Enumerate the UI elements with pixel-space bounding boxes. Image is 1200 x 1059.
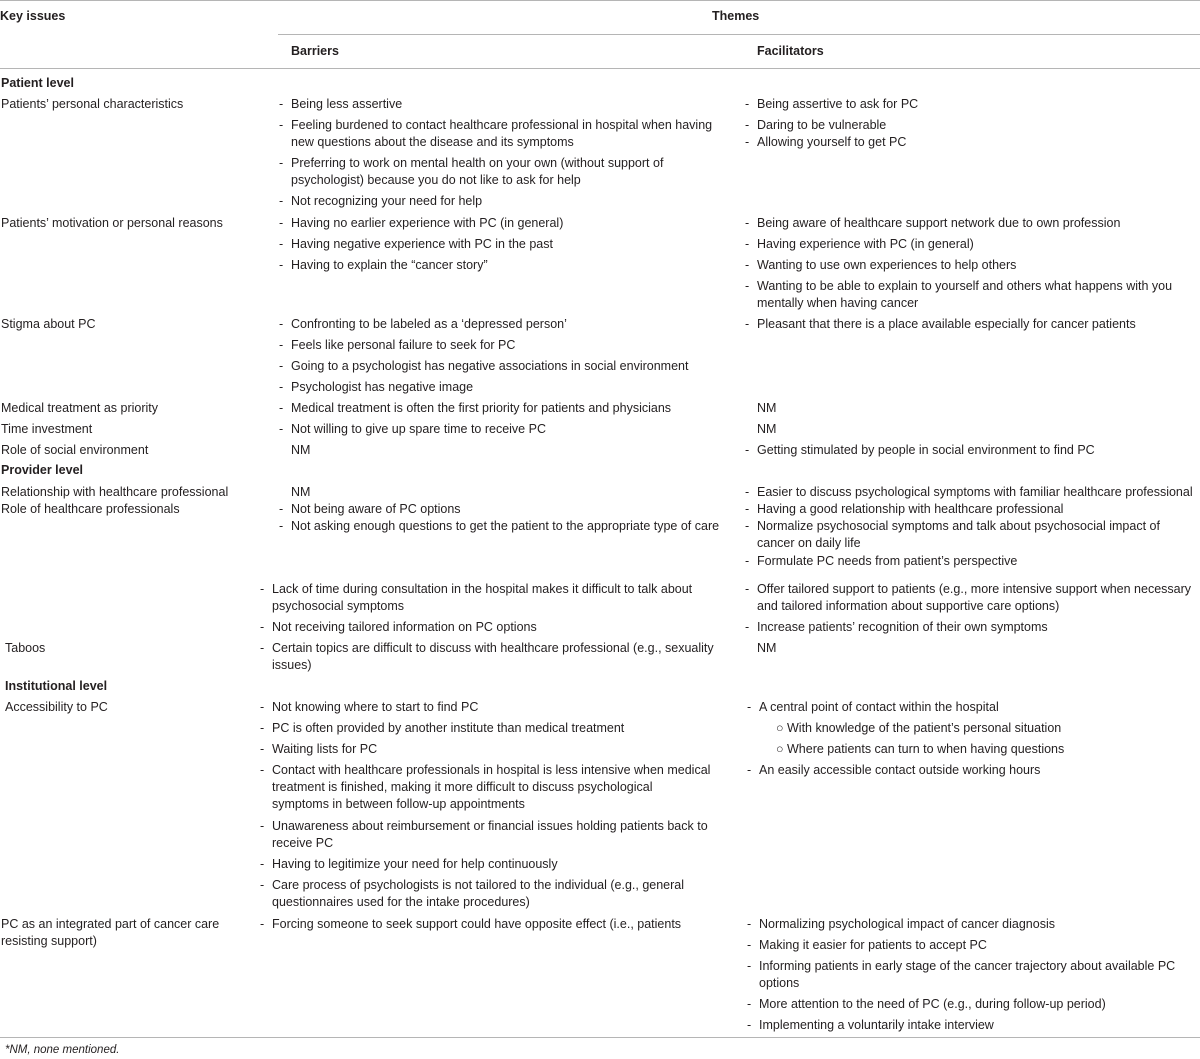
barrier-bullet: - [260,721,265,735]
barrier-item: Waiting lists for PC [272,742,378,756]
facilitator-item: Being aware of healthcare support network due to own profession [757,216,1121,230]
barrier-item: Care process of psychologists is not tailored to the individual (e.g., general [272,878,685,892]
facilitator-item: mentally when having cancer [757,296,919,310]
barrier-item: Medical treatment is often the first priority for patients and physicians [291,401,672,415]
barrier-bullet: - [279,502,284,516]
issue-label: Stigma about PC [1,317,96,331]
facilitator-item: Pleasant that there is a place available especially for cancer patients [757,317,1136,331]
facilitator-item: Offer tailored support to patients (e.g., more intensive support when necessary [757,582,1192,596]
barrier-item: psychologist) because you do not like to ask for help [291,173,581,187]
barrier-item: Going to a psychologist has negative associations in social environment [291,359,689,373]
facilitator-bullet: - [745,502,750,516]
barrier-item: psychosocial symptoms [272,599,404,613]
barrier-item: Having negative experience with PC in the past [291,237,553,251]
facilitator-bullet: - [745,97,750,111]
barrier-item: Feeling burdened to contact healthcare professional in hospital when having [291,118,713,132]
facilitator-item: Making it easier for patients to accept PC [759,938,987,952]
facilitator-item: Formulate PC needs from patient’s perspective [757,554,1018,568]
issue-label: Role of social environment [1,443,149,457]
facilitator-item: Informing patients in early stage of the cancer trajectory about available PC [759,959,1176,973]
table-top-rule [0,0,1200,1]
issue-label: Accessibility to PC [5,700,108,714]
barrier-item: Not asking enough questions to get the patient to the appropriate type of care [291,519,720,533]
issue-label: Relationship with healthcare professional [1,485,229,499]
facilitator-subitem: With knowledge of the patient’s personal situation [787,721,1062,735]
facilitator-item: Easier to discuss psychological symptoms with familiar healthcare professional [757,485,1193,499]
issue-label: Patients’ personal characteristics [1,97,184,111]
issue-label: Role of healthcare professionals [1,502,180,516]
facilitator-bullet: - [745,258,750,272]
barrier-item: Confronting to be labeled as a ‘depressed person’ [291,317,567,331]
facilitator-item: Having a good relationship with healthcare professional [757,502,1064,516]
facilitator-nm: NM [757,641,777,655]
barrier-item: Preferring to work on mental health on your own (without support of [291,156,664,170]
barrier-item: Forcing someone to seek support could have opposite effect (i.e., patients [272,917,682,931]
facilitator-item: Implementing a voluntarily intake interview [759,1018,994,1032]
themes-under-rule [278,34,1200,35]
facilitator-item: Wanting to use own experiences to help others [757,258,1017,272]
barrier-item: Not willing to give up spare time to receive PC [291,422,546,436]
barrier-item: Unawareness about reimbursement or financial issues holding patients back to [272,819,708,833]
facilitator-bullet: - [745,237,750,251]
issue-label: Time investment [1,422,93,436]
facilitator-item: Normalizing psychological impact of cancer diagnosis [759,917,1055,931]
barrier-bullet: - [260,582,265,596]
facilitator-bullet: - [745,554,750,568]
facilitator-item: Being assertive to ask for PC [757,97,919,111]
barrier-bullet: - [260,819,265,833]
barrier-item: questionnaires used for the intake procedures) [272,895,530,909]
barrier-item: Having to legitimize your need for help continuously [272,857,558,871]
barrier-bullet: - [279,156,284,170]
barrier-nm: NM [291,443,311,457]
barrier-item: Having to explain the “cancer story” [291,258,488,272]
facilitator-item: An easily accessible contact outside working hours [759,763,1041,777]
facilitator-bullet: - [747,700,752,714]
issue-label: PC as an integrated part of cancer care [1,917,220,931]
facilitator-bullet: - [745,317,750,331]
barrier-bullet: - [260,700,265,714]
barrier-bullet: - [279,216,284,230]
barrier-item: issues) [272,658,312,672]
facilitator-item: More attention to the need of PC (e.g., during follow-up period) [759,997,1106,1011]
header-facilitators: Facilitators [757,44,824,58]
barrier-bullet: - [260,620,265,634]
barrier-item: Not being aware of PC options [291,502,461,516]
barrier-bullet: - [279,380,284,394]
facilitator-bullet: - [747,959,752,973]
barrier-bullet: - [279,194,284,208]
section-title-patient-level: Patient level [1,76,74,90]
barrier-bullet: - [260,857,265,871]
barrier-bullet: - [260,917,265,931]
facilitator-item: options [759,976,800,990]
barrier-item: Not receiving tailored information on PC options [272,620,537,634]
barrier-bullet: - [260,878,265,892]
barrier-item: Not knowing where to start to find PC [272,700,479,714]
facilitator-bullet: - [745,485,750,499]
barrier-bullet: - [279,97,284,111]
facilitator-nm: NM [757,422,777,436]
barrier-bullet: - [260,763,265,777]
barrier-bullet: - [279,401,284,415]
facilitator-item: A central point of contact within the hospital [759,700,999,714]
section-title-provider-level: Provider level [1,463,83,477]
barrier-bullet: - [279,258,284,272]
facilitator-item: cancer on daily life [757,536,861,550]
facilitator-bullet: - [745,135,750,149]
barrier-item: receive PC [272,836,334,850]
facilitator-bullet: - [745,582,750,596]
barrier-item: Psychologist has negative image [291,380,474,394]
barrier-item: Certain topics are difficult to discuss with healthcare professional (e.g., sexuality [272,641,714,655]
barrier-item: Being less assertive [291,97,403,111]
facilitator-nm: NM [757,401,777,415]
barrier-bullet: - [279,338,284,352]
barrier-item: Contact with healthcare professionals in hospital is less intensive when medical [272,763,711,777]
barrier-nm: NM [291,485,311,499]
facilitator-item: Allowing yourself to get PC [757,135,907,149]
facilitator-item: Wanting to be able to explain to yourself and others what happens with you [757,279,1173,293]
barrier-item: Having no earlier experience with PC (in general) [291,216,564,230]
facilitator-bullet: - [747,1018,752,1032]
section-title-institutional-level: Institutional level [5,679,108,693]
issue-label: Medical treatment as priority [1,401,159,415]
facilitator-item: Normalize psychosocial symptoms and talk about psychosocial impact of [757,519,1160,533]
sub-bullet-circle: ○ [776,742,784,756]
barrier-bullet: - [279,359,284,373]
facilitator-bullet: - [745,118,750,132]
facilitator-bullet: - [745,620,750,634]
barrier-item: Lack of time during consultation in the hospital makes it difficult to talk about [272,582,693,596]
facilitator-bullet: - [745,519,750,533]
facilitator-bullet: - [745,216,750,230]
facilitator-item: and tailored information about supportive care options) [757,599,1060,613]
barrier-item: Not recognizing your need for help [291,194,483,208]
barrier-bullet: - [279,519,284,533]
barrier-bullet: - [260,742,265,756]
facilitator-bullet: - [747,917,752,931]
barrier-bullet: - [279,317,284,331]
facilitator-subitem: Where patients can turn to when having questions [787,742,1065,756]
barrier-item: treatment is finished, making it more difficult to discuss psychological [272,780,653,794]
barrier-bullet: - [260,641,265,655]
header-key-issues: Key issues [0,9,66,23]
barrier-item: PC is often provided by another institute than medical treatment [272,721,625,735]
issue-label: resisting support) [1,934,97,948]
barrier-bullet: - [279,422,284,436]
facilitator-bullet: - [747,763,752,777]
issue-label: Taboos [5,641,46,655]
facilitator-item: Getting stimulated by people in social environment to find PC [757,443,1095,457]
header-barriers: Barriers [291,44,339,58]
facilitator-item: Daring to be vulnerable [757,118,887,132]
barrier-item: symptoms in between follow-up appointments [272,797,525,811]
facilitator-item: Having experience with PC (in general) [757,237,974,251]
barrier-item: Feels like personal failure to seek for PC [291,338,516,352]
facilitator-bullet: - [747,938,752,952]
facilitator-bullet: - [747,997,752,1011]
table-bottom-rule [0,1037,1200,1038]
footnote: *NM, none mentioned. [5,1044,120,1056]
facilitator-bullet: - [745,279,750,293]
barrier-item: new questions about the disease and its symptoms [291,135,574,149]
issue-label: Patients’ motivation or personal reasons [1,216,223,230]
header-themes: Themes [712,9,760,23]
header-bottom-rule [0,68,1200,69]
barrier-bullet: - [279,118,284,132]
barrier-bullet: - [279,237,284,251]
sub-bullet-circle: ○ [776,721,784,735]
facilitator-item: Increase patients’ recognition of their own symptoms [757,620,1048,634]
facilitator-bullet: - [745,443,750,457]
